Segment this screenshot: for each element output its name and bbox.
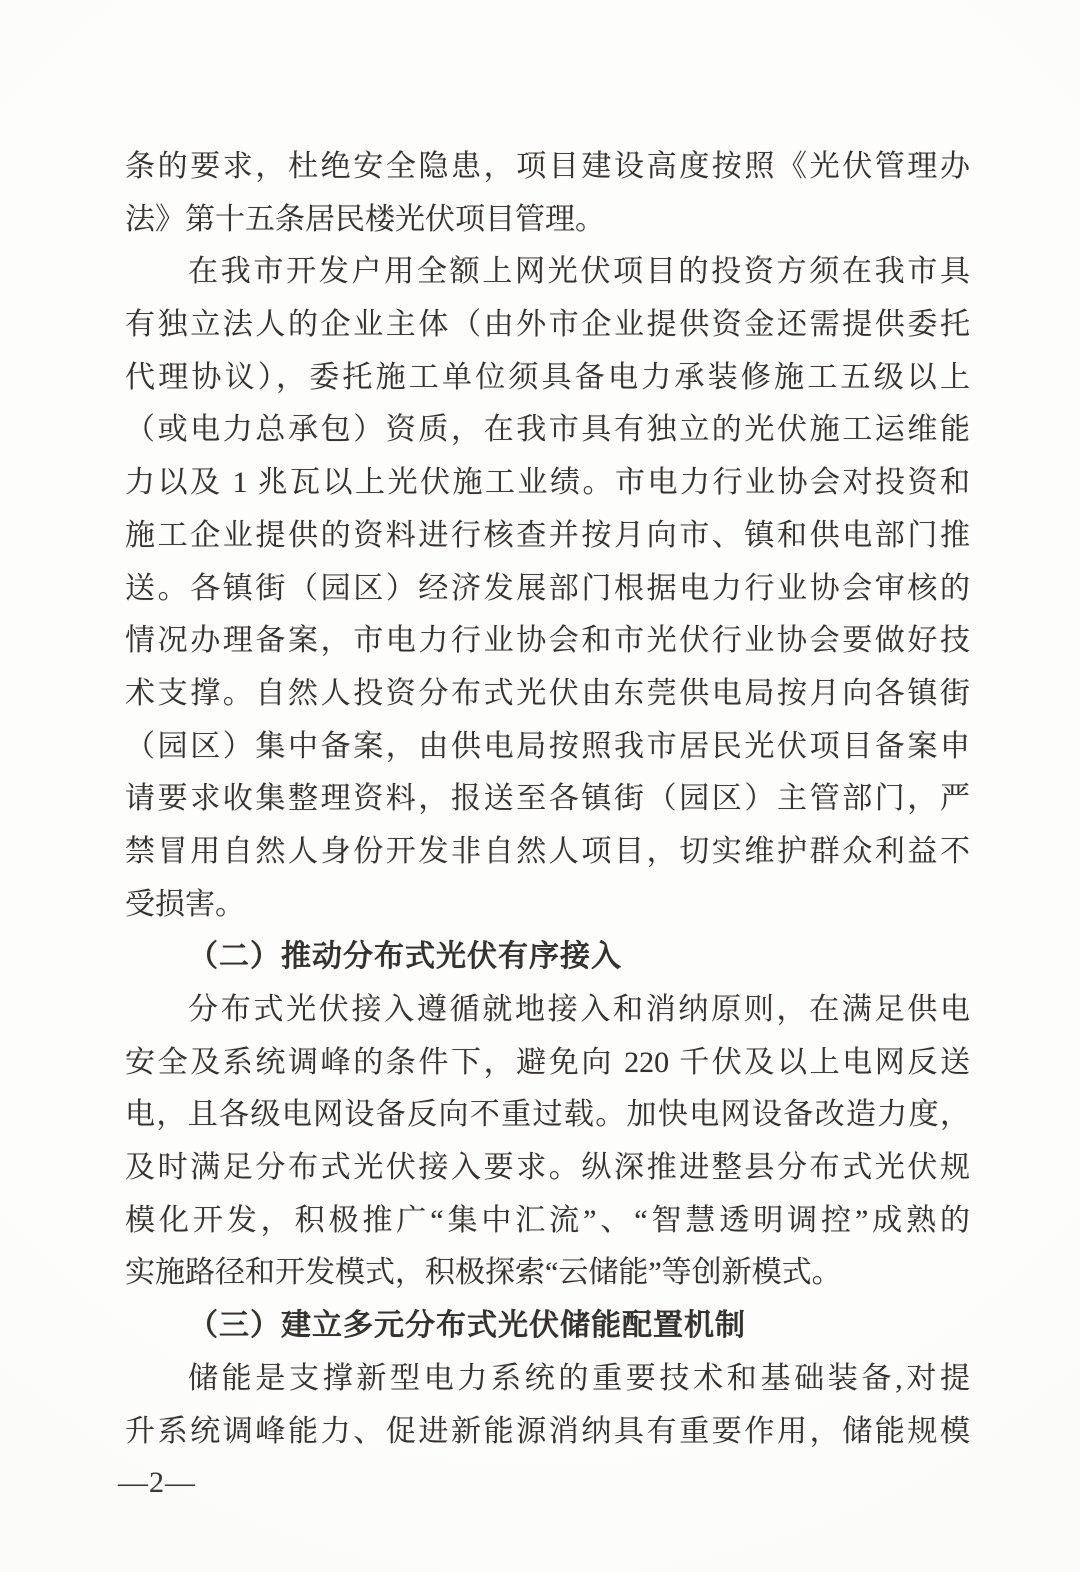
text-line: 力以及 1 兆瓦以上光伏施工业绩。市电力行业协会对投资和 (125, 466, 970, 500)
text-line: 储能是支撑新型电力系统的重要技术和基础装备,对提 (188, 1361, 970, 1395)
text-line: （园区）集中备案，由供电局按照我市居民光伏项目备案申 (125, 729, 970, 763)
text-line: 分布式光伏接入遵循就地接入和消纳原则，在满足供电 (188, 993, 970, 1026)
section-heading: （二）推动分布式光伏有序接入 (188, 940, 622, 974)
text-line: 安全及系统调峰的条件下，避免向 220 千伏及以上电网反送 (125, 1045, 970, 1079)
text-line: 送。各镇街（园区）经济发展部门根据电力行业协会审核的 (125, 571, 970, 605)
text-line: （或电力总承包）资质，在我市具有独立的光伏施工运维能 (125, 413, 970, 447)
text-line: 法》第十五条居民楼光伏项目管理。 (125, 202, 605, 236)
text-line: 模化开发，积极推广“集中汇流”、“智慧透明调控”成熟的 (125, 1203, 970, 1237)
text-line: 有独立法人的企业主体（由外市企业提供资金还需提供委托 (125, 308, 970, 342)
text-line: 术支撑。自然人投资分布式光伏由东莞供电局按月向各镇街 (125, 676, 970, 710)
text-line: 及时满足分布式光伏接入要求。纵深推进整县分布式光伏规 (125, 1151, 970, 1185)
text-line: 禁冒用自然人身份开发非自然人项目，切实维护群众利益不 (125, 834, 970, 868)
text-line: 施工企业提供的资料进行核查并按月向市、镇和供电部门推 (125, 518, 970, 552)
page-number: —2— (118, 1466, 196, 1499)
text-line: 请要求收集整理资料，报送至各镇街（园区）主管部门，严 (125, 782, 970, 816)
text-line: 条的要求，杜绝安全隐患，项目建设高度按照《光伏管理办 (125, 150, 970, 183)
text-line: 实施路径和开发模式，积极探索“云储能”等创新模式。 (125, 1256, 842, 1290)
text-line: 电，且各级电网设备反向不重过载。加快电网设备改造力度， (125, 1098, 970, 1132)
text-line: 代理协议），委托施工单位须具备电力承装修施工五级以上 (125, 360, 970, 394)
text-line: 升系统调峰能力、促进新能源消纳具有重要作用，储能规模 (125, 1414, 970, 1448)
text-line: 在我市开发户用全额上网光伏项目的投资方须在我市具 (188, 255, 970, 289)
section-heading: （三）建立多元分布式光伏储能配置机制 (188, 1309, 746, 1343)
text-line: 情况办理备案，市电力行业协会和市光伏行业协会要做好技 (125, 624, 970, 658)
text-line: 受损害。 (125, 887, 245, 921)
document-text-column (125, 141, 970, 1458)
